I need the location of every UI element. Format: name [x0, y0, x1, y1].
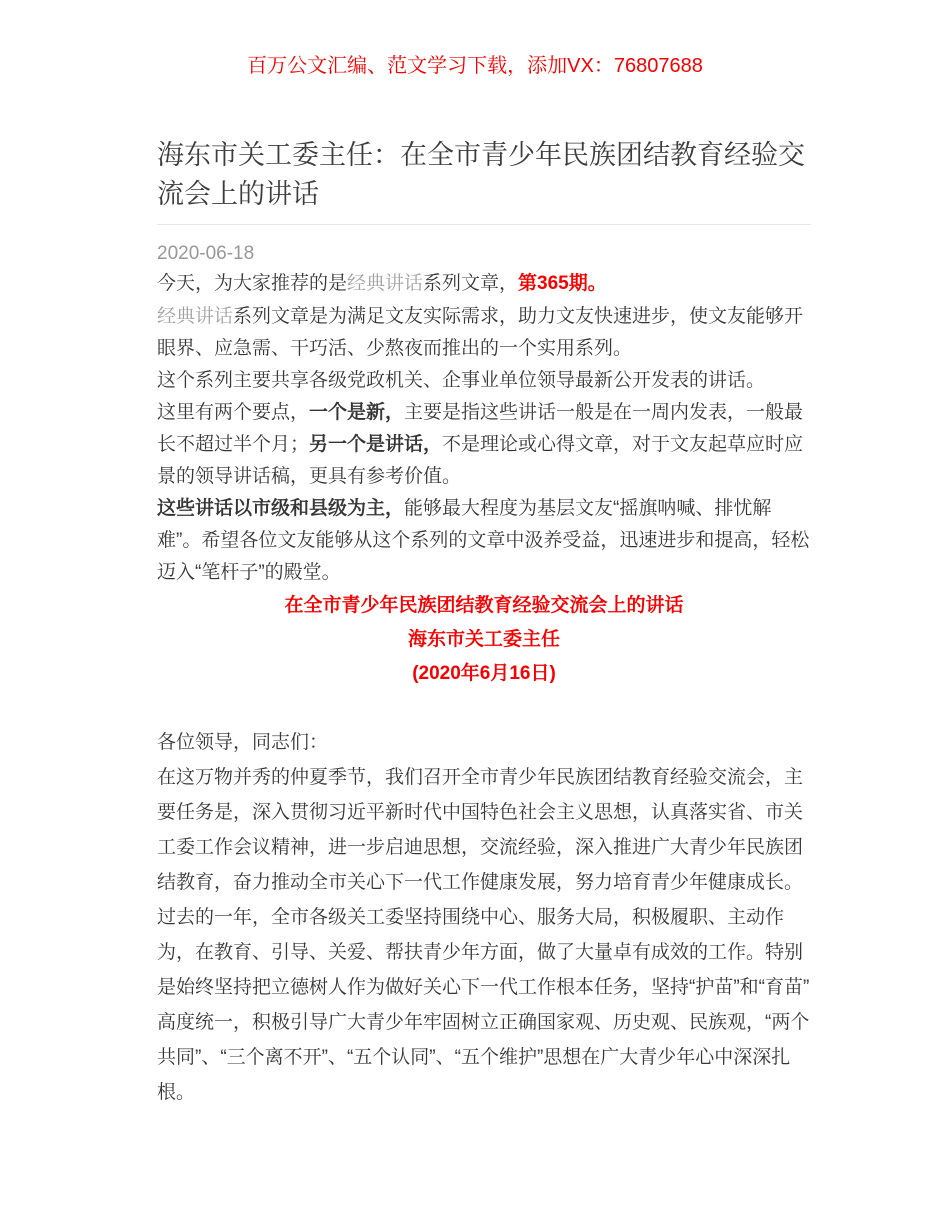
text-segment-muted: 经典讲话 [157, 305, 234, 327]
centered-heading [157, 589, 811, 623]
paragraph [157, 760, 811, 900]
text-segment-normal: 过去的一年，全市各级关工委坚持围绕中心、服务大局，积极履职、主动作为，在教育、引导、关爱、帮扶青少年方面，做了大量卓有成效的工作。特别是始终坚持把立德树人作为做好关心下一代工作根本任务，坚持“护苗”和“育苗”高度统一，积极引导广大青少年牢固树立正确国家观、历史观、民族观，“两个共同”、“三个离不开”、“五个认同”、“五个维护”思想在广大青少年心中深深扎根。 [157, 907, 810, 1103]
text-segment-normal: (2020年6月16日) [412, 663, 556, 684]
text-segment-red: 第365期。 [518, 273, 607, 294]
title-divider [157, 224, 811, 225]
article-container [157, 136, 811, 1110]
text-segment-bold: 这些讲话以市级和县级为主， [157, 498, 405, 519]
article-title: 海东市关工委主任：在全市青少年民族团结教育经验交流会上的讲话 [157, 140, 805, 209]
text-segment-normal: 系列文章是为满足文友实际需求，助力文友快速进步，使文友能够开眼界、应急需、干巧活、少熬夜而推出的一个实用系列。 [157, 306, 804, 359]
text-segment-bold: 另一个是讲话， [309, 434, 443, 455]
promo-banner [0, 0, 950, 80]
paragraph [157, 300, 811, 365]
text-segment-normal: 不是理论或心得文章，对于文友起草应时应景的领导讲话稿，更具有参考价值。 [157, 434, 804, 487]
text-segment-normal: 主要是指这些讲话一般是在一周内发表，一般最长不超过半个月； [157, 402, 804, 455]
paragraph [157, 365, 811, 397]
paragraph [157, 267, 811, 300]
text-segment-normal: 这里有两个要点， [157, 402, 310, 423]
text-segment-normal: 在全市青少年民族团结教育经验交流会上的讲话 [284, 595, 684, 616]
paragraph [157, 900, 811, 1110]
promo-banner-text: 百万公文汇编、范文学习下载，添加VX：76807688 [247, 55, 703, 77]
text-segment-normal: 能够最大程度为基层文友“摇旗呐喊、排忧解难”。希望各位文友能够从这个系列的文章中汲养受益，迅速进步和提高，轻松迈入“笔杆子”的殿堂。 [157, 498, 810, 583]
paragraph [157, 493, 811, 589]
article-body [157, 267, 811, 1110]
centered-heading [157, 657, 811, 691]
text-segment-normal: 海东市关工委主任 [407, 629, 560, 650]
text-segment-normal: 各位领导，同志们： [157, 732, 329, 753]
centered-heading [157, 623, 811, 657]
text-segment-bold: 一个是新， [309, 402, 405, 423]
paragraph [157, 397, 811, 493]
text-segment-normal: 系列文章， [423, 273, 519, 294]
text-segment-normal: 在这万物并秀的仲夏季节，我们召开全市青少年民族团结教育经验交流会，主要任务是，深入贯彻习近平新时代中国特色社会主义思想，认真落实省、市关工委工作会议精神，进一步启迪思想，交流经验，深入推进广大青少年民族团结教育，奋力推动全市关心下一代工作健康发展，努力培育青少年健康成长。 [157, 767, 804, 893]
text-segment-normal: 今天，为大家推荐的是 [157, 273, 348, 294]
article-date: 2020-06-18 [157, 243, 255, 264]
text-segment-muted: 经典讲话 [347, 272, 424, 294]
text-segment-normal: 这个系列主要共享各级党政机关、企事业单位领导最新公开发表的讲话。 [157, 370, 766, 391]
paragraph [157, 725, 811, 760]
